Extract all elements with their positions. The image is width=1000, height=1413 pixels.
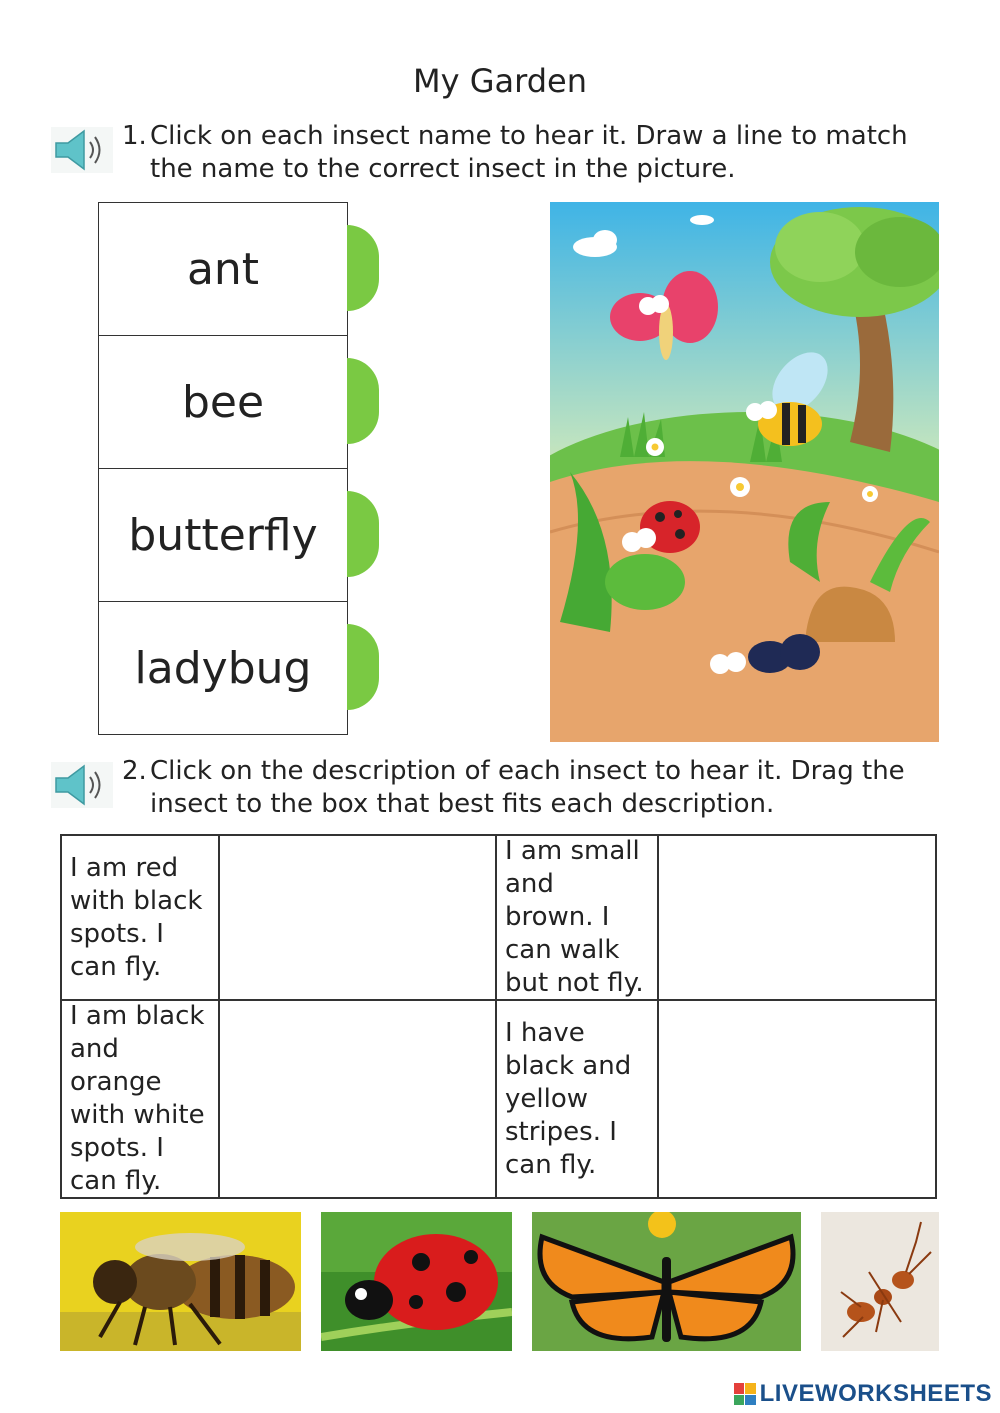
word-ant[interactable]: ant xyxy=(98,202,348,336)
instruction-1-number: 1. xyxy=(122,121,147,151)
butterfly-photo[interactable] xyxy=(532,1212,801,1351)
ant-photo[interactable] xyxy=(821,1212,939,1351)
drop-box-bee[interactable] xyxy=(658,1000,936,1198)
liveworksheets-logo xyxy=(734,1380,992,1408)
instruction-1-line-2: the name to the correct insect in the picture. xyxy=(150,154,736,184)
match-handle-ant[interactable] xyxy=(347,225,379,311)
description-bee[interactable]: I have black and yellow stripes. I can fly. xyxy=(496,1000,658,1198)
drop-box-ant[interactable] xyxy=(658,835,936,1000)
instruction-1-line-1: Click on each insect name to hear it. Draw a line to match xyxy=(150,121,908,151)
garden-scene-image[interactable] xyxy=(550,202,939,742)
word-butterfly[interactable]: butterfly xyxy=(98,468,348,602)
ladybug-photo[interactable] xyxy=(321,1212,512,1351)
match-handle-butterfly[interactable] xyxy=(347,491,379,577)
page-title: My Garden xyxy=(413,62,587,100)
speaker-icon[interactable] xyxy=(50,761,114,809)
brand-logo-icon xyxy=(734,1383,756,1405)
instruction-2-line-1: Click on the description of each insect to hear it. Drag the xyxy=(150,756,905,786)
drop-box-butterfly[interactable] xyxy=(219,1000,496,1198)
speaker-icon[interactable] xyxy=(50,126,114,174)
instruction-2-number: 2. xyxy=(122,756,147,786)
word-ladybug[interactable]: ladybug xyxy=(98,601,348,735)
instruction-2-line-2: insect to the box that best fits each description. xyxy=(150,789,775,819)
drop-box-ladybug[interactable] xyxy=(219,835,496,1000)
description-ladybug[interactable]: I am red with black spots. I can fly. xyxy=(61,835,219,1000)
match-handle-ladybug[interactable] xyxy=(347,624,379,710)
brand-name: LIVEWORKSHEETS xyxy=(759,1380,992,1407)
description-table xyxy=(60,834,937,1199)
word-bee[interactable]: bee xyxy=(98,335,348,469)
description-ant[interactable]: I am small and brown. I can walk but not fly. xyxy=(496,835,658,1000)
bee-photo[interactable] xyxy=(60,1212,301,1351)
match-handle-bee[interactable] xyxy=(347,358,379,444)
description-butterfly[interactable]: I am black and orange with white spots. I can fly. xyxy=(61,1000,219,1198)
